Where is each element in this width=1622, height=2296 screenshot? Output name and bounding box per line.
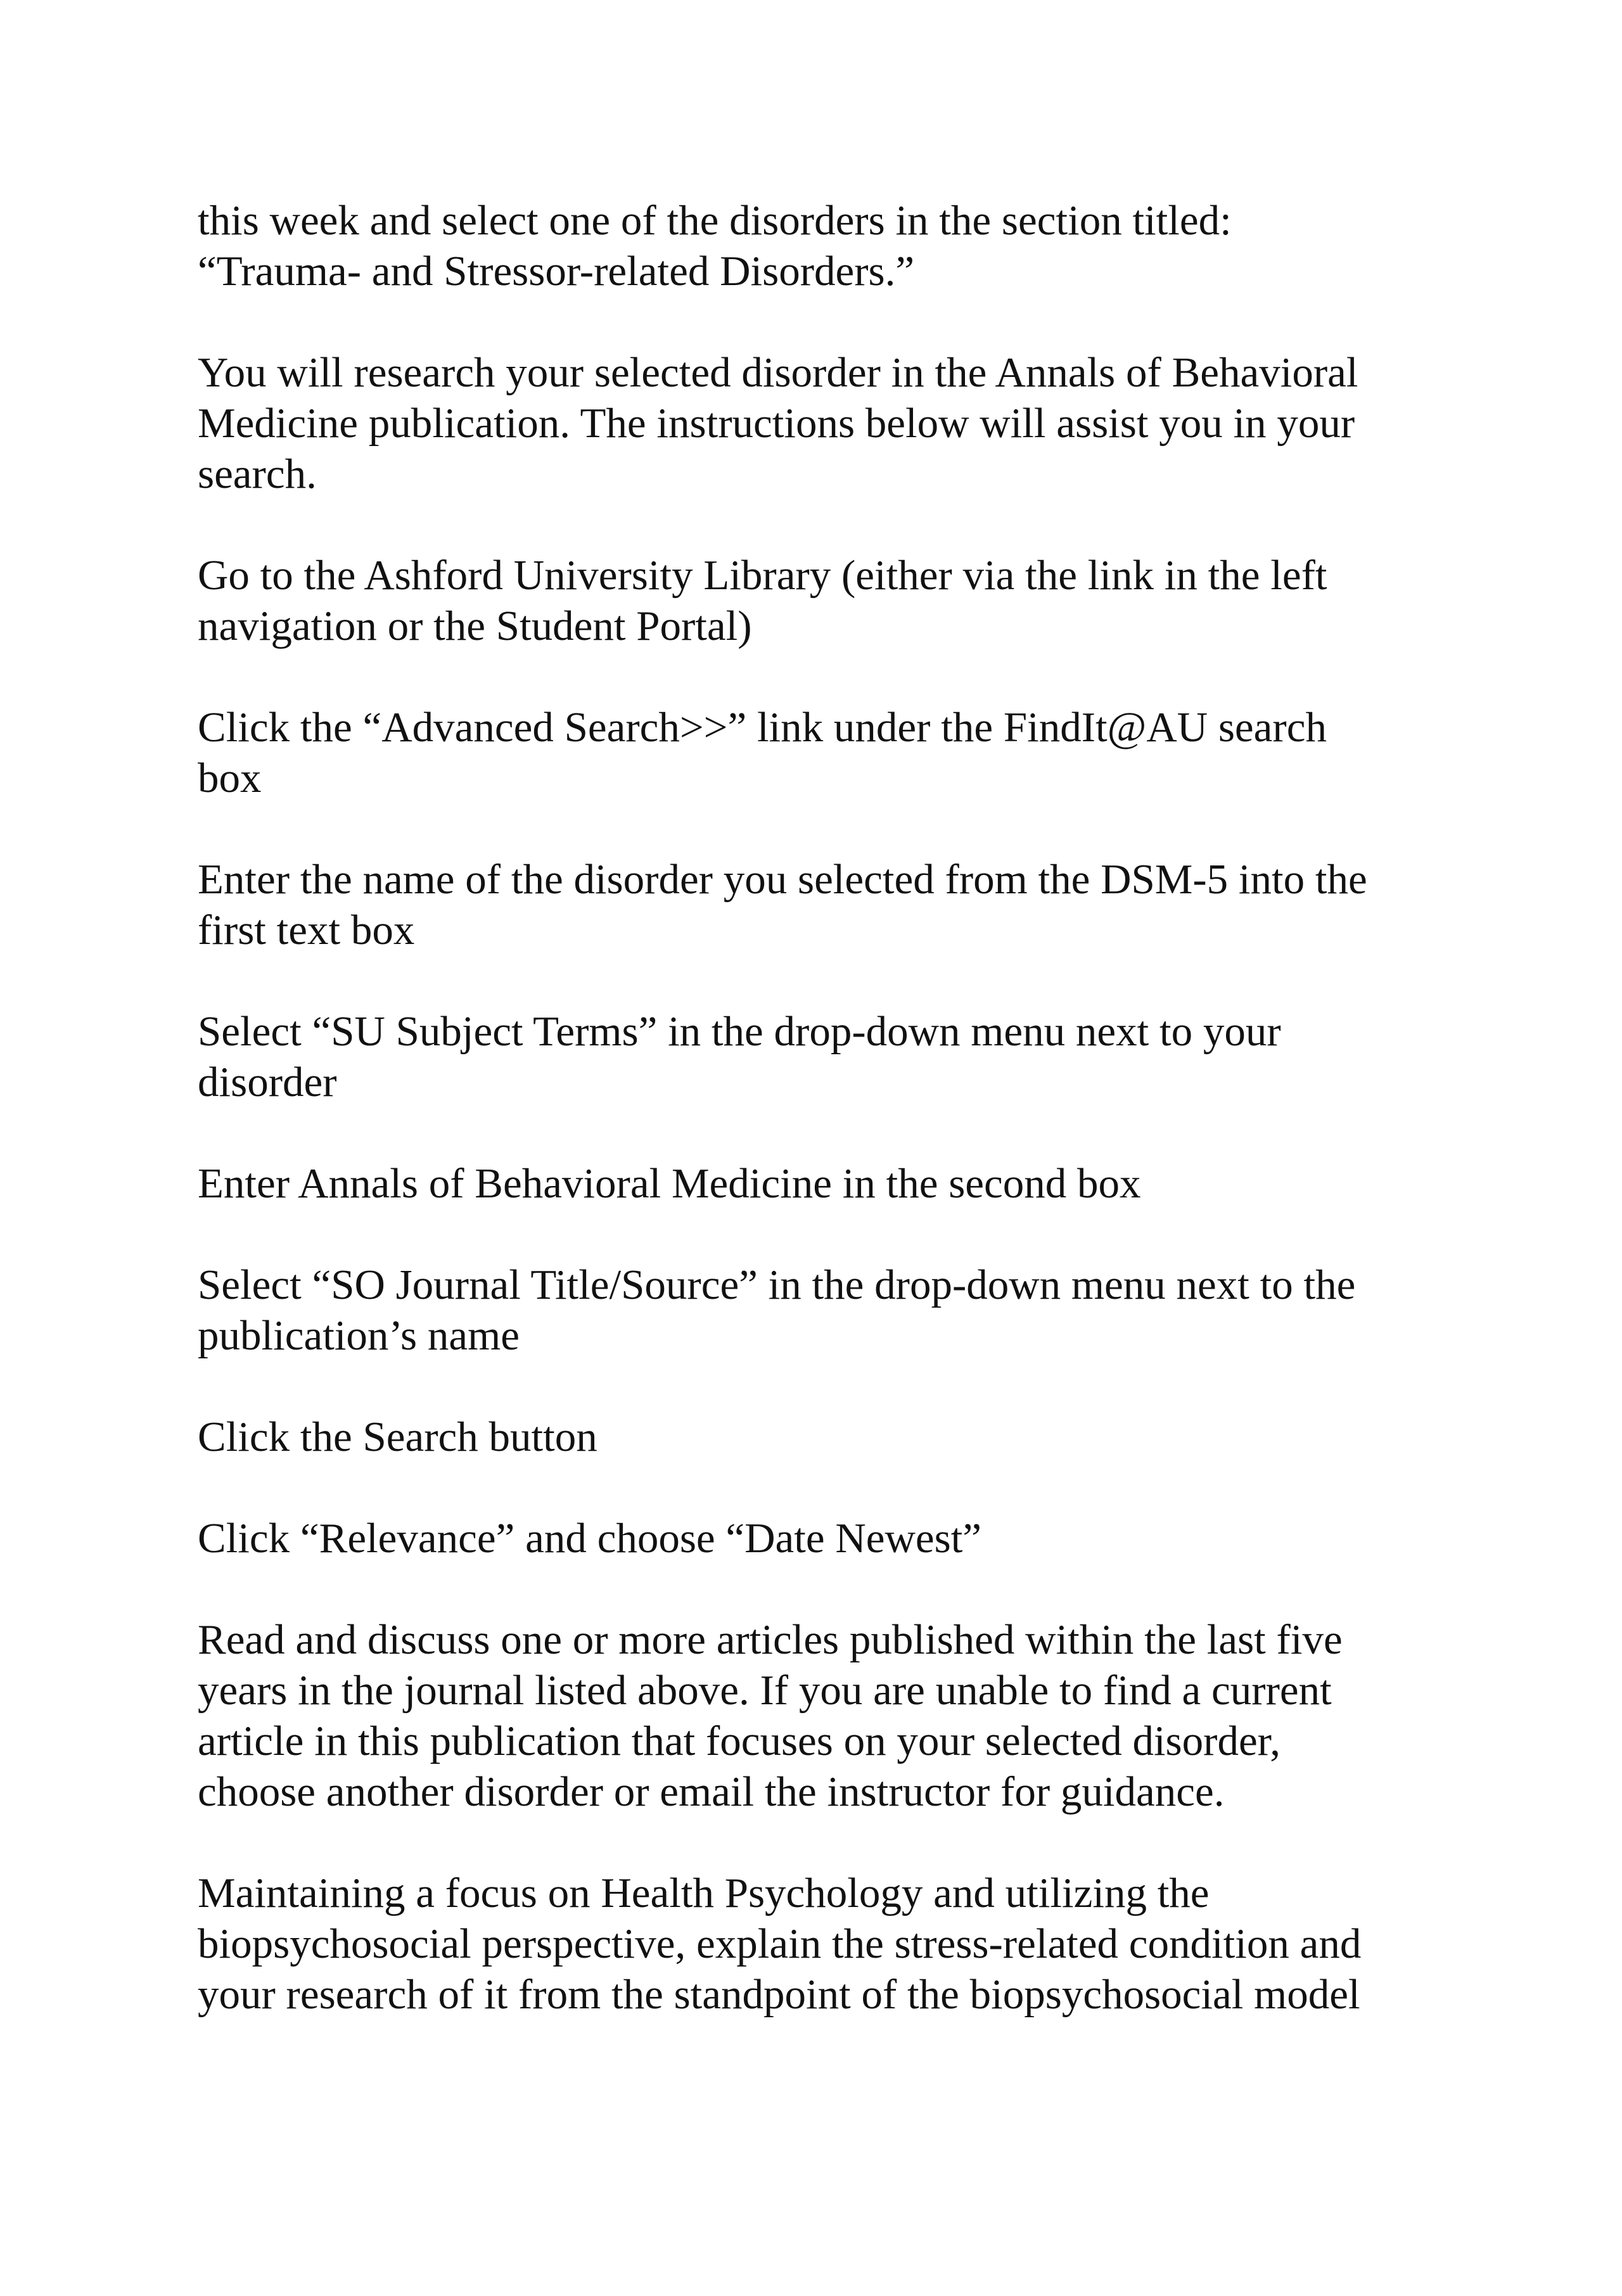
paragraph-step-relevance: Click “Relevance” and choose “Date Newest”: [198, 1515, 982, 1562]
paragraph-step-library: Go to the Ashford University Library (either via the link in the left navigation or the Student Portal): [198, 552, 1327, 649]
paragraph-research: You will research your selected disorder in the Annals of Behavioral Medicine publication. The instructions below will assist you in your search.: [198, 349, 1358, 497]
paragraph-step-advanced-search: Click the “Advanced Search>>” link under the FindIt@AU search box: [198, 704, 1327, 801]
document-body: [198, 195, 1452, 2020]
paragraph-biopsychosocial: Maintaining a focus on Health Psychology and utilizing the biopsychosocial perspective, explain the stress-related condition and your research of it from the standpoint of the biopsychosocial model: [198, 1870, 1362, 2018]
paragraph-step-enter-disorder: Enter the name of the disorder you selected from the DSM-5 into the first text box: [198, 856, 1367, 953]
paragraph-step-subject-terms: Select “SU Subject Terms” in the drop-down menu next to your disorder: [198, 1008, 1281, 1106]
paragraph-step-journal-title: Select “SO Journal Title/Source” in the drop-down menu next to the publication’s name: [198, 1261, 1356, 1359]
paragraph-intro: this week and select one of the disorders in the section titled: “Trauma- and Stressor-related Disorders.”: [198, 197, 1232, 295]
paragraph-step-search-button: Click the Search button: [198, 1413, 597, 1460]
paragraph-read-discuss: Read and discuss one or more articles published within the last five years in the journal listed above. If you are unable to find a current article in this publication that focuses on your selected disorder, choose another disorder or email the instructor for guidance.: [198, 1616, 1343, 1815]
paragraph-step-enter-journal: Enter Annals of Behavioral Medicine in the second box: [198, 1160, 1141, 1207]
